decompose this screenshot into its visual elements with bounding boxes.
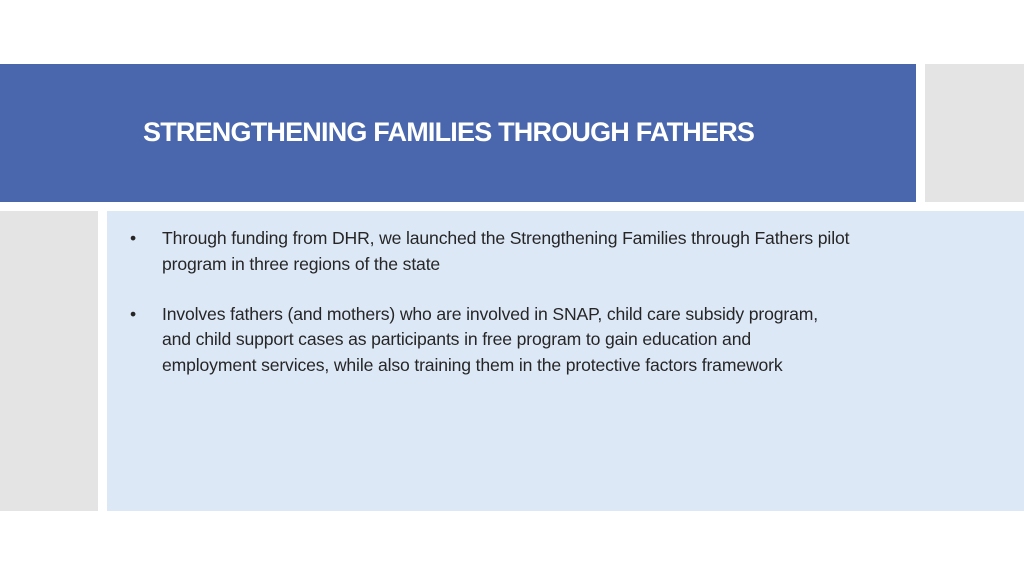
bullet-list bbox=[130, 226, 850, 403]
decorative-gray-block-left bbox=[0, 211, 98, 511]
bullet-item-participants bbox=[130, 302, 850, 379]
bullet-text: Through funding from DHR, we launched the Strengthening Families through Fathers pilot program in three regions of the state bbox=[162, 228, 850, 274]
bullet-item-funding bbox=[130, 226, 850, 278]
bullet-dot-icon: • bbox=[130, 228, 137, 248]
decorative-gray-block-top-right bbox=[925, 64, 1024, 202]
bullet-text: Involves fathers (and mothers) who are involved in SNAP, child care subsidy program, and child support cases as participants in free program to gain education and employment services, while also training them in the protective factors framework bbox=[162, 303, 818, 376]
slide-title: STRENGTHENING FAMILIES THROUGH FATHERS bbox=[143, 117, 755, 147]
bullet-dot-icon: • bbox=[130, 303, 137, 324]
